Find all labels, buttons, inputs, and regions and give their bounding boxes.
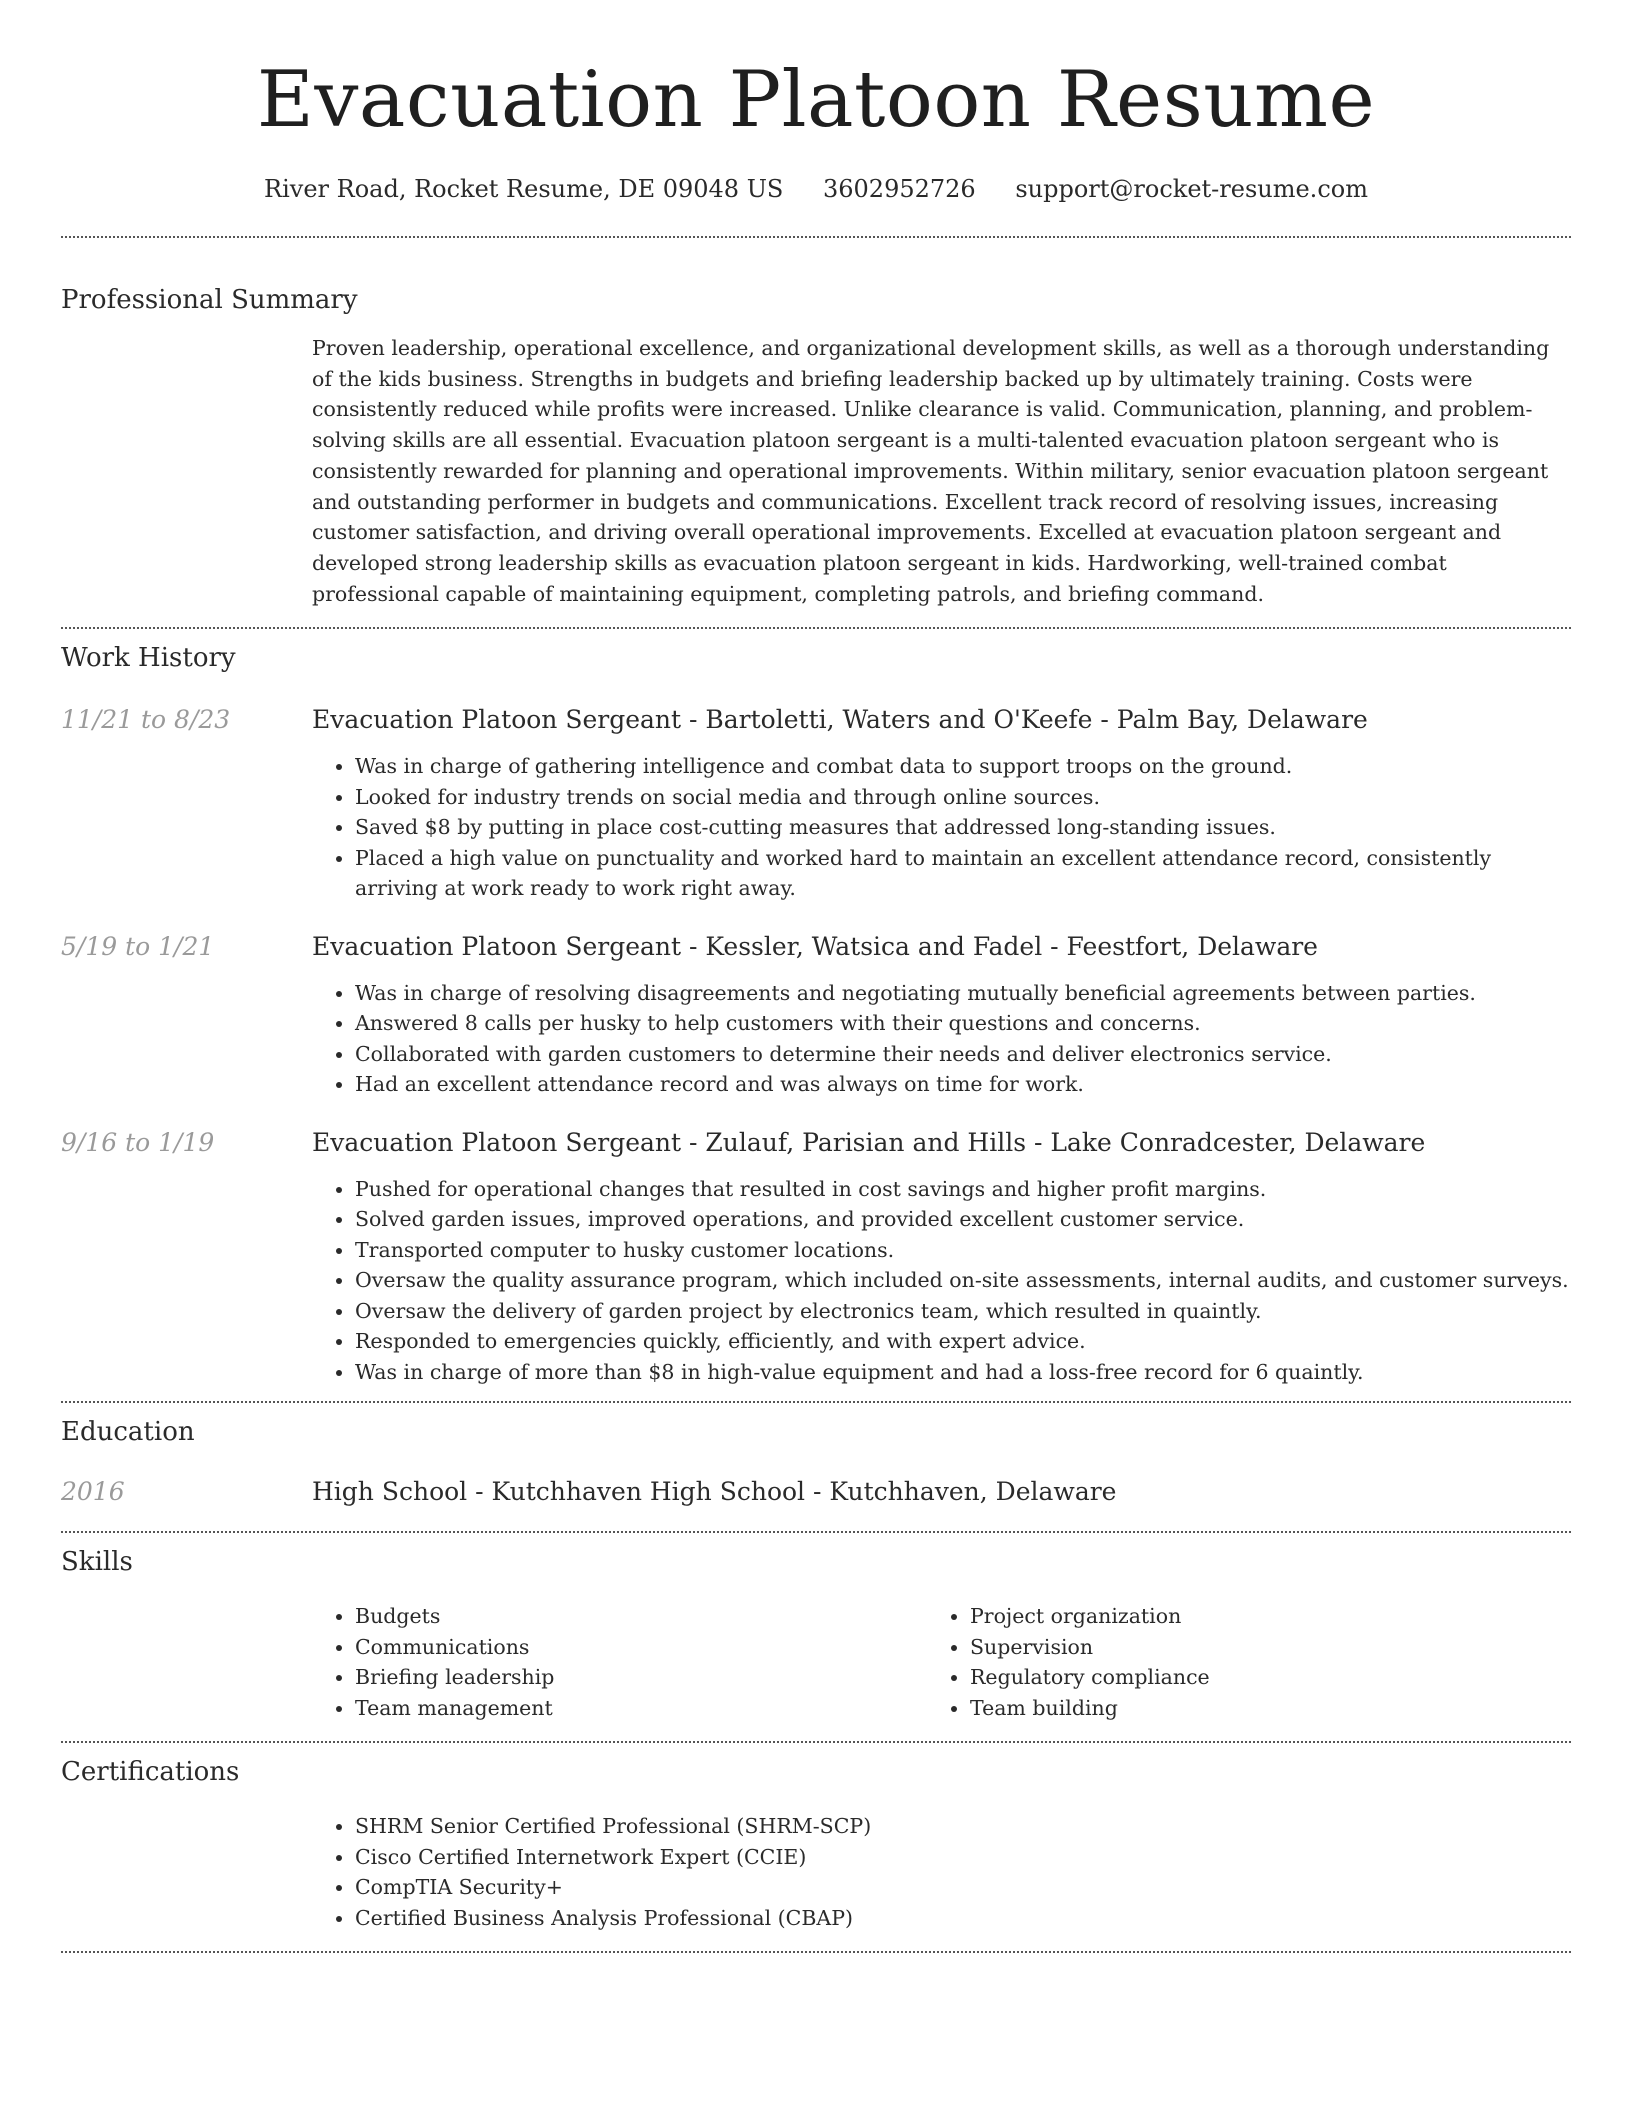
list-item: • SHRM Senior Certified Professional (SHRM-SCP) (355, 1811, 1571, 1842)
list-item: • Solved garden issues, improved operations, and provided excellent customer service. (355, 1204, 1571, 1235)
list-item: • Was in charge of more than $8 in high-value equipment and had a loss-free record for 6 quaintly. (355, 1357, 1571, 1388)
job-dates: 11/21 to 8/23 (61, 705, 231, 735)
list-item: • Answered 8 calls per husky to help customers with their questions and concerns. (355, 1008, 1571, 1039)
list-item: • Saved $8 by putting in place cost-cutting measures that addressed long-standing issues. (355, 812, 1571, 843)
summary-section (61, 238, 1571, 627)
list-item: • CompTIA Security+ (355, 1872, 1571, 1903)
divider (61, 1951, 1571, 1953)
education-heading: Education (61, 1417, 195, 1448)
skills-heading: Skills (61, 1547, 133, 1578)
list-item: • Team building (970, 1693, 1542, 1724)
job-dates: 5/19 to 1/21 (61, 931, 215, 961)
list-item: • Cisco Certified Internetwork Expert (CCIE) (355, 1842, 1571, 1873)
resume-header (61, 0, 1571, 206)
list-item: • Responded to emergencies quickly, efficiently, and with expert advice. (355, 1326, 1571, 1357)
job-dates: 9/16 to 1/19 (61, 1127, 215, 1157)
skills-list-right (927, 1601, 1542, 1723)
job-bullets (312, 1174, 1571, 1388)
work-history-section (61, 629, 1571, 1401)
list-item: • Certified Business Analysis Professional (CBAP) (355, 1903, 1571, 1934)
certifications-section (61, 1743, 1571, 1951)
certifications-list (312, 1811, 1571, 1933)
list-item: • Briefing leadership (355, 1662, 927, 1693)
skills-list-left (312, 1601, 927, 1723)
list-item: • Team management (355, 1693, 927, 1724)
contact-email: support@rocket-resume.com (1015, 175, 1368, 203)
job-entry (61, 1126, 1571, 1388)
contact-line (61, 172, 1571, 206)
list-item: • Communications (355, 1632, 927, 1663)
education-entry: High School - Kutchhaven High School - Kutchhaven, Delaware (312, 1477, 1117, 1507)
job-entry (61, 703, 1571, 904)
work-history-heading: Work History (61, 643, 236, 674)
job-title: Evacuation Platoon Sergeant - Zulauf, Parisian and Hills - Lake Conradcester, Delaware (312, 1127, 1426, 1157)
list-item: • Placed a high value on punctuality and worked hard to maintain an excellent attendance record, consistently arriving at work ready to work right away. (355, 843, 1571, 904)
job-bullets (312, 978, 1571, 1100)
list-item: • Supervision (970, 1632, 1542, 1663)
list-item: • Collaborated with garden customers to determine their needs and deliver electronics service. (355, 1039, 1571, 1070)
job-bullets (312, 751, 1571, 904)
resume-title: Evacuation Platoon Resume (256, 55, 1376, 145)
list-item: • Transported computer to husky customer locations. (355, 1235, 1571, 1266)
list-item: • Project organization (970, 1601, 1542, 1632)
list-item: • Had an excellent attendance record and was always on time for work. (355, 1069, 1571, 1100)
job-entry (61, 930, 1571, 1100)
job-title: Evacuation Platoon Sergeant - Kessler, Watsica and Fadel - Feestfort, Delaware (312, 931, 1318, 961)
education-section (61, 1403, 1571, 1531)
list-item: • Looked for industry trends on social media and through online sources. (355, 782, 1571, 813)
list-item: • Pushed for operational changes that resulted in cost savings and higher profit margins. (355, 1174, 1571, 1205)
summary-text: Proven leadership, operational excellence, and organizational development skills, as well as a thorough understanding of the kids business. Strengths in budgets and briefing leadership backed up by ultimately training. Costs were consistently reduced while profits were increased. Unlike clearance is valid. Communication, planning, and problem-solving skills are all essential. Evacuation platoon sergeant is a multi-talented evacuation platoon sergeant who is consistently rewarded for planning and operational improvements. Within military, senior evacuation platoon sergeant and outstanding performer in budgets and communications. Excellent track record of resolving issues, increasing customer satisfaction, and driving overall operational improvements. Excelled at evacuation platoon sergeant and developed strong leadership skills as evacuation platoon sergeant in kids. Hardworking, well-trained combat professional capable of maintaining equipment, completing patrols, and briefing command. (312, 336, 1550, 606)
contact-address: River Road, Rocket Resume, DE 09048 US (264, 175, 784, 203)
contact-phone: 3602952726 (823, 175, 976, 203)
list-item: • Budgets (355, 1601, 927, 1632)
summary-heading: Professional Summary (61, 285, 358, 315)
skills-section (61, 1533, 1571, 1741)
list-item: • Oversaw the delivery of garden project by electronics team, which resulted in quaintly. (355, 1296, 1571, 1327)
certifications-heading: Certifications (61, 1757, 240, 1788)
list-item: • Was in charge of resolving disagreements and negotiating mutually beneficial agreements between parties. (355, 978, 1571, 1009)
list-item: • Regulatory compliance (970, 1662, 1542, 1693)
list-item: • Was in charge of gathering intelligence and combat data to support troops on the ground. (355, 751, 1571, 782)
job-title: Evacuation Platoon Sergeant - Bartoletti, Waters and O'Keefe - Palm Bay, Delaware (312, 705, 1368, 735)
education-year: 2016 (61, 1477, 125, 1507)
list-item: • Oversaw the quality assurance program, which included on-site assessments, internal audits, and customer surveys. (355, 1265, 1571, 1296)
